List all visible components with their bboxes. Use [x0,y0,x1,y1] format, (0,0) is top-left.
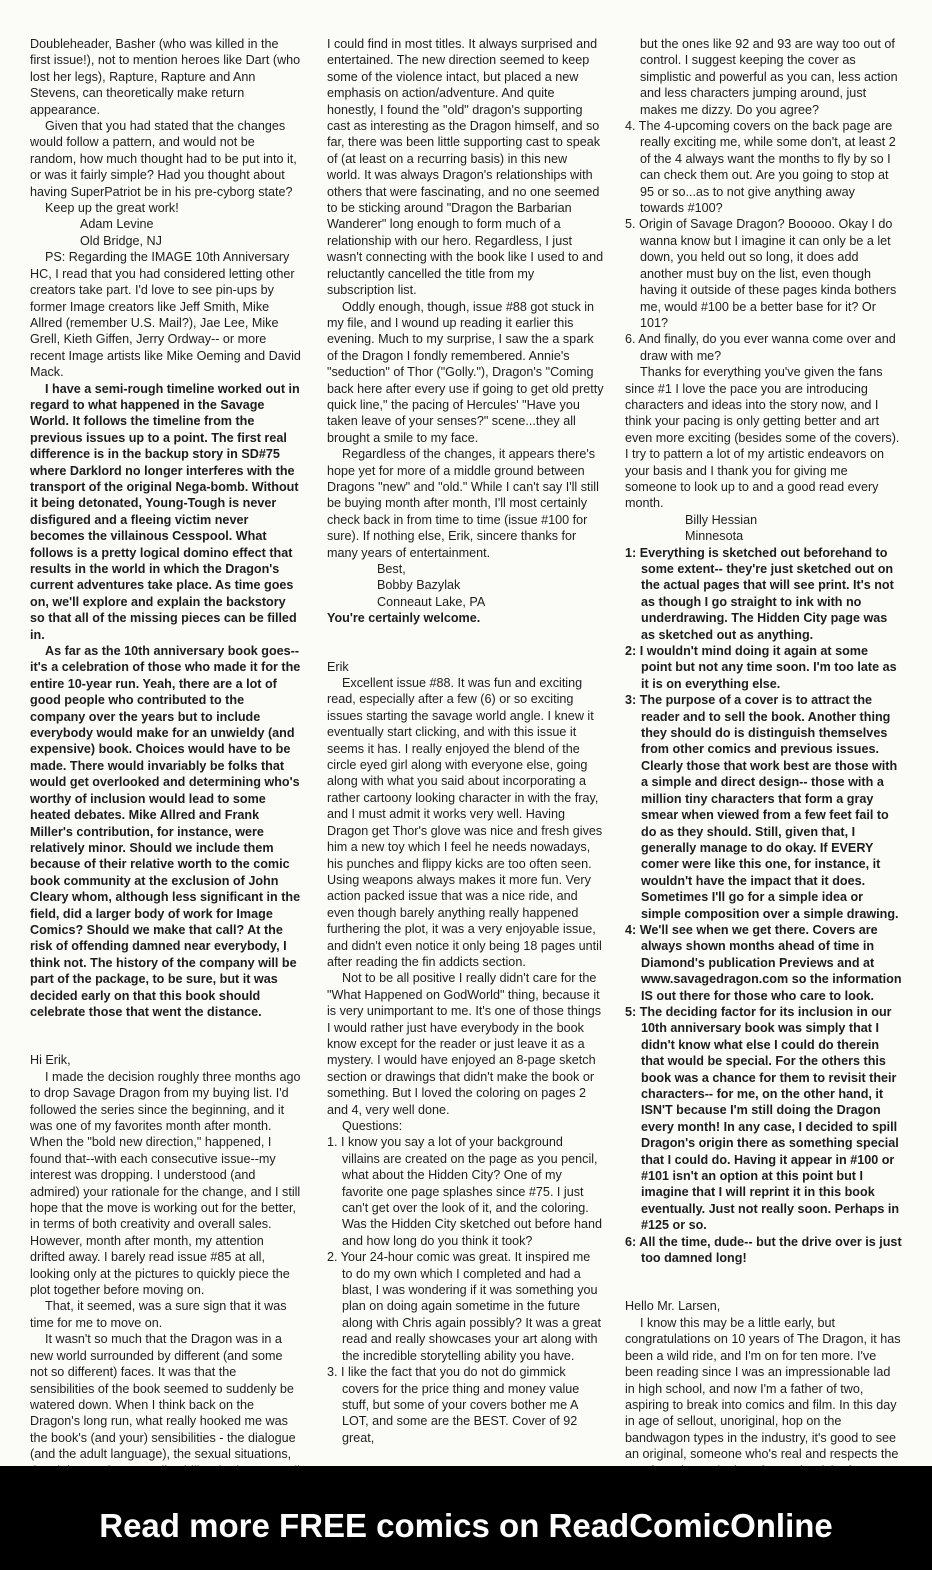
letter-greeting: Erik [327,659,349,674]
column-right [625,36,902,1495]
question-item: 4. The 4-upcoming covers on the back page are really exciting me, while some don't, at least 2 of the 4 always want the months to fly by so I can check them out. Are you going to stop at 95 or so...as to not give anything away towards #100? [625,119,896,216]
answer-item: 4: We'll see when we get there. Covers are always shown months ahead of time in Diamond's publication Previews and at www.savagedragon.com so the information IS out there for those who care to look. [625,922,902,1003]
question-item: 6. And finally, do you ever wanna come over and draw with me? [625,332,896,363]
column-middle [327,36,604,1446]
spacer [30,1036,302,1052]
spacer [625,1282,902,1298]
answer-item: 6: All the time, dude-- but the drive over is just too damned long! [625,1234,902,1266]
letter-paragraph: Doubleheader, Basher (who was killed in the first issue!), not to mention heroes like Dart (who lost her legs), Rapture, Rapture and Ann Stevens, can theoretically make return appearance. [30,37,301,117]
answer-item: 2: I wouldn't mind doing it again at some point but not any time soon. I'm too late as it is on everything else. [625,644,897,691]
letter-paragraph: Regardless of the changes, it appears there's hope yet for more of a middle ground between Dragons "new" and "old." While I can't say I'll still be buying month after month, I'll most certainly check back in from time to time (issue #100 for sure). If nothing else, Erik, sincere thanks for many years of entertainment. [327,447,599,560]
question-item: 2. Your 24-hour comic was great. It inspired me to do my own which I completed and had a blast, I was wondering if it was something you plan on doing again sometime in the future along with Chris again possibly? It was a great read and really showcases your art along with the incredible storytelling ability you have. [327,1250,602,1363]
spacer [30,1020,302,1036]
footer-banner-text[interactable]: Read more FREE comics on ReadComicOnline [99,1507,833,1544]
answer-item: 1: Everything is sketched out beforehand to some extent-- they're just sketched out on the actual pages that will see print. It's not as though I go straight to ink with no underdrawing. The Hidden City page was as sketched out as anything. [625,545,894,642]
letter-paragraph: Thanks for everything you've given the fans since #1 I love the pace you are introducing characters and ideas into the story now, and I think your pacing is only getting better and art even more exciting (besides some of the covers). I try to pattern a lot of my artistic endeavors on your basis and I thank you for giving me someone to look up to and a good read every month. [625,365,900,511]
signature-place: Conneaut Lake, PA [377,594,486,609]
signature-close: Best, [377,562,406,576]
question-item: 5. Origin of Savage Dragon? Booooo. Okay I do wanna know but I imagine it can only be a let down, you held out so long, it does add another must buy on the list, even though having it outside of these pages kinda bothers me, would #100 be a better base for it? Or 101? [625,217,897,330]
question-item: 3. I like the fact that you do not do gimmick covers for the price thing and money value stuff, but some of your covers bother me A LOT, and some are the BEST. Cover of 92 great, [327,1365,580,1445]
letter-paragraph: It wasn't so much that the Dragon was in a new world surrounded by different (and some not so different) faces. It was that the sensibilities of the book seemed to suddenly be watered down. When I think back on the Dragon's long run, what really hooked me was the book's (and your) sensibilities - the dialogue (and the adult language), the sexual situations, [30,1332,296,1462]
letter-greeting: Hi Erik, [30,1053,71,1068]
letter-postscript: PS: Regarding the IMAGE 10th Anniversary HC, I read that you had considered letting other creators take part. I'd love to see pin-ups by former Image creators like Jeff Smith, Mike Allred (remember U.S. Mail?), Jae Lee, Mike Grell, Kieth Giffen, Jerry Ordway-- or more recent Image artists like Mike Oeming and David Mack. [30,250,301,380]
spacer [327,627,604,643]
signature-name: Adam Levine [80,217,154,232]
letter-paragraph: Given that you had stated that the changes would follow a pattern, and would not be random, how much thought had to be put into it, or was it fairly simple? Had you thought about having SuperPatriot be in his pre-cyborg state? [30,119,297,199]
letter-greeting: Hello Mr. Larsen, [625,1299,721,1314]
question-item: 1. I know you say a lot of your background villains are created on the page as you pencil, what about the Hidden City? One of my favorite one page splashes since #75. I just can't get over the look of it, and the coloring. Was the Hidden City sketched out before hand and how long do you think it took? [327,1135,602,1248]
editor-reply: I have a semi-rough timeline worked out in regard to what happened in the Savage World. It follows the timeline from the previous issues up to a point. The first real difference is in the backup story in SD#75 where Darklord no longer interferes with the transport of the original Nega-bomb. Without it being detonated, Young-Tough is never disfigured and a fleeing victim never becomes the villainous Cesspool. What follows is a pretty logical domino effect that results in the world in which the Dragon's current adventures take place. As time goes on, we'll explore and explain the backstory so that all of the missing pieces can be filled in. [30,381,300,642]
letter-paragraph: I could find in most titles. It always surprised and entertained. The new direction seemed to keep some of the violence intact, but placed a new emphasis on action/adventure. And quite honestly, I found the "old" dragon's supporting cast as interesting as the Dragon himself, and so far, there was been little supporting cast to speak of (at least on a recurring basis) in this new world. It was always Dragon's relationships with others that were fascinating, and no one seemed to be sticking around "Dragon the Barbarian Wanderer" long enough to form much of a relationship with our hero. Regardless, I just wasn't connecting with the book like I used to and reluctantly cancelled the title from my subscription list. [327,37,604,298]
spacer [327,643,604,659]
answer-item: 5: The deciding factor for its inclusion in our 10th anniversary book was simply that I didn't know what else I could do therein that would be special. For the others this book was a chance for them to revisit their characters-- for me, on the other hand, it ISN'T because I'm still doing the Dragon every month! In any case, I decided to spill Dragon's origin there as something special that I could do. Having it appear in #100 or #101 isn't an option at this point but I imagine that I will reprint it in this book eventually. Just not really soon. Perhaps in #125 or so. [625,1004,900,1233]
signature-place: Minnesota [685,529,744,544]
question-item-continued: but the ones like 92 and 93 are way too out of control. I suggest keeping the cover as simplistic and powerful as you can, less action and less characters jumping around, just makes me dizzy. Do you agree? [640,37,898,117]
letter-paragraph: That, it seemed, was a sure sign that it was time for me to move on. [30,1299,287,1330]
letter-paragraph: Excellent issue #88. It was fun and exciting read, especially after a few (6) or so exciting issues starting the savage world angle. I knew it eventually start clicking, and with this issue it seems it has. I really enjoyed the blend of the circle eyed girl along with everyone else, going along with what you said about incorporating a rather cartoony looking character in with the fray, and I must admit it works very well. Having Dragon get Thor's glove was nice and fresh gives him a new toy which I feel he needs nowadays, his punches and flippy kicks are too often seen. Using weapons always makes it more fun. Very action packed issue that was a nice ride, and even though barely anything really happened furthering the plot, it was a very enjoyable issue, and didn't even notice it only being 18 pages until after reading the fin addicts section. [327,676,603,969]
letter-paragraph: Keep up the great work! [45,201,179,216]
editor-reply: You're certainly welcome. [327,611,481,626]
editor-reply: As far as the 10th anniversary book goes-- it's a celebration of those who made it for the entire 10-year run. Yeah, there are a lot of good people who contributed to the company over the years but to include everybody would make for an unwieldy (and expensive) book. Choices would have to be made. There would invariably be folks that would get overlooked and determining who's worthy of inclusion would lead to some heated debates. Mike Allred and Frank Miller's contribution, for instance, were relatively minor. Should we include them because of their relative worth to the comic book community at the exclusion of John Cleary whom, although less significant in the field, did a larger body of work for Image Comics? Should we make that call? At the risk of offending damned near everybody, I think not. The history of the company will be part of the package, to be sure, but it was decided early on that this book should celebrate those that went the distance. [30,644,301,1019]
answer-item: 3: The purpose of a cover is to attract the reader and to sell the book. Another thing they should do is distinguish themselves from other comics and previous issues. Clearly those that work best are those with a simple and direct design-- those with a million tiny characters that form a gray smear when viewed from a few feet fail to do as they should. Still, given that, I generally manage to do okay. If EVERY comer were like this one, for instance, it wouldn't have the impact that it does. Sometimes I'll go for a simple idea or simple composition over a simple drawing. [625,693,899,921]
signature-name: Bobby Bazylak [377,578,461,593]
letter-paragraph: Not to be all positive I really didn't care for the "What Happened on GodWorld" thing, because it is very unimportant to me. It's one of those things I would rather just have everybody in the book know except for the reader or just leave it as a mystery. I would have enjoyed an 8-page sketch section or drawings that didn't make the book or something. But I loved the coloring on pages 2 and 4, very well done. [327,971,602,1117]
letter-paragraph: Oddly enough, though, issue #88 got stuck in my file, and I wound up reading it earlier this evening. Much to my surprise, I saw the a spark of the Dragon I fondly remembered. Annie's "seduction" of Thor ("Golly."), Dragon's "Coming back here after every use if going to get old pretty quick line," the pacing of Hercules' "Have you taken leave of your senses?" scene...they all brought a smile to my face. [327,299,604,445]
questions-heading: Questions: [342,1119,403,1133]
letter-paragraph: I made the decision roughly three months ago to drop Savage Dragon from my buying list. I'd followed the series since the beginning, and it was one of my favorites month after month. When the "bold new direction," happened, I found that--with each consecutive issue--my interest was dropping. I understood (and admired) your rationale for the change, and I still hope that the move is working out for the better, in terms of both creativity and overall sales. However, month after month, my attention drifted away. I barely read issue #85 at all, looking only at the pictures to quickly piece the plot together before moving on. [30,1069,301,1298]
signature-place: Old Bridge, NJ [80,233,162,248]
signature-name: Billy Hessian [685,512,758,527]
column-left [30,36,302,1512]
letter-paragraph: I know this may be a little early, but congratulations on 10 years of The Dragon, it has been a wild ride, and I'm on for ten more. I've been reading since I was an impressionable lad in high school, and now I'm a father of two, aspiring to break into comics and film. In this day in age of sellout, unoriginal, hop on the bandwagon types in the industry, it's good to see an original, someone who's real and respects the [625,1315,901,1462]
spacer [625,1266,902,1282]
